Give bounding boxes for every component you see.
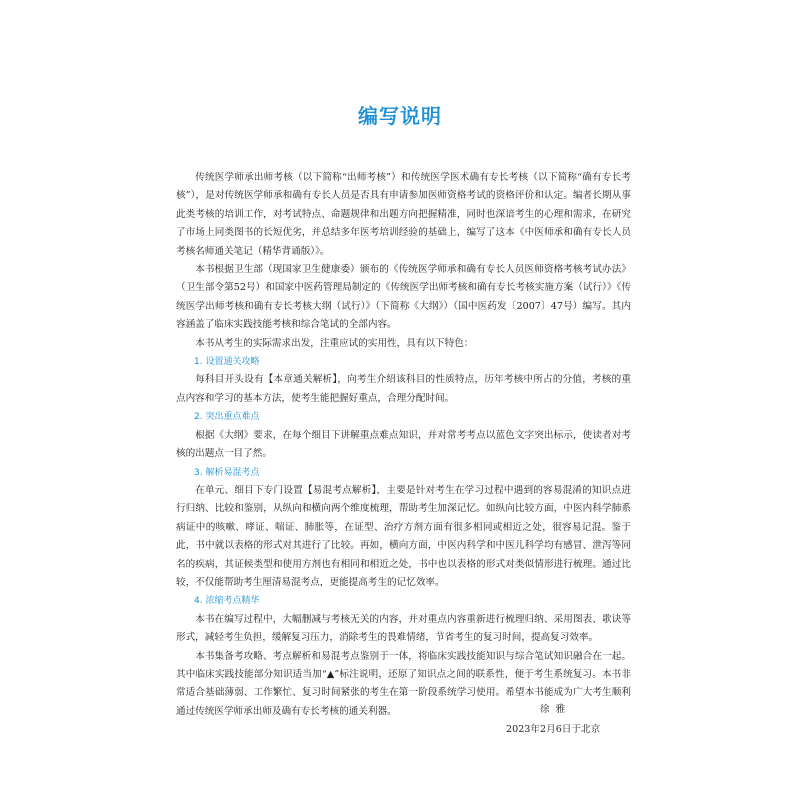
- paragraph-basis: 本书根据卫生部（现国家卫生健康委）颁布的《传统医学师承和确有专长人员医师资格考核考试办法》（卫生部令第52号）和国家中医药管理局制定的《传统医学出师考核和确有专长考核实施方案（试行）》《传统医学出师考核和确有专长考核大纲（试行）》（下简称《大纲》）（国中医药发〔2007〕47号）编写。其内容涵盖了临床实践技能考核和综合笔试的全部内容。: [176, 264, 631, 331]
- feature-text-2: 根据《大纲》要求，在每个细目下讲解重点难点知识，并对常考考点以蓝色文字突出标示，使读者对考核的出题点一目了然。: [176, 429, 631, 460]
- feature-text-4: 本书在编写过程中，大幅删减与考核无关的内容，并对重点内容重新进行梳理归纳、采用图表、歌诀等形式，减轻考生负担，缓解复习压力，消除考生的畏难情绪，节省考生的复习时间，提高复习效率。: [176, 613, 631, 644]
- feature-heading-3: 3. 解析易混考点: [194, 467, 260, 478]
- body-text: [176, 169, 631, 721]
- feature-heading-4: 4. 浓缩考点精华: [194, 596, 260, 607]
- paragraph-intro: 传统医学师承出师考核（以下简称“出师考核”）和传统医学医术确有专长考核（以下简称“确有专长考核”），是对传统医学师承和确有专长人员是否具有申请参加医师资格考试的资格评价和认定。编者长期从事此类考核的培训工作，对考试特点、命题规律和出题方向把握精准，同时也深谙考生的心理和需求，在研究了市场上同类图书的长短优劣，并总结多年医考培训经验的基础上，编写了这本《中医师承和确有专长人员考核名师通关笔记（精华背诵版）》。: [176, 172, 631, 257]
- paragraph-closing: 本书集备考攻略、考点解析和易混考点鉴别于一体，将临床实践技能知识与综合笔试知识融合在一起。其中临床实践技能部分知识适当加“▲”标注说明，还原了知识点之间的联系性，便于考生系统复习。本书非常适合基础薄弱、工作繁忙、复习时间紧张的考生在第一阶段系统学习使用。希望本书能成为广大考生顺利通过传统医学师承出师及确有专长考核的通关利器。: [176, 650, 631, 717]
- feature-text-3: 在单元、细目下专门设置【易混考点解析】，主要是针对考生在学习过程中遇到的容易混淆的知识点进行归纳、比较和鉴别，从纵向和横向两个维度梳理，帮助考生加深记忆。如纵向比较方面，中医内科学肺系病证中的咳嗽、哮证、喘证、肺胀等，在证型、治疗方剂方面有很多相同或相近之处，很容易记混。鉴于此，书中就以表格的形式对其进行了比较。再如，横向方面，中医内科学和中医儿科学均有感冒、泄泻等同名的疾病，其证候类型和使用方剂也有相同和相近之处，书中也以表格的形式对类似情形进行梳理。通过比较，不仅能帮助考生厘清易混考点，更能提高考生的记忆效率。: [176, 484, 631, 588]
- feature-heading-1: 1. 设置通关攻略: [194, 357, 260, 368]
- author-name: 徐雅: [540, 704, 572, 715]
- signature-date: 2023年2月6日于北京: [506, 724, 601, 735]
- signature-block: [500, 700, 640, 740]
- paragraph-features-lead: 本书从考生的实际需求出发，注重应试的实用性，具有以下特色：: [195, 337, 474, 349]
- page-title: 编写说明: [358, 104, 442, 128]
- feature-text-1: 每科目开头设有【本章通关解析】，向考生介绍该科目的性质特点，历年考核中所占的分值，考核的重点内容和学习的基本方法，使考生能把握好重点，合理分配时间。: [176, 374, 631, 404]
- feature-heading-2: 2. 突出重点难点: [194, 412, 260, 423]
